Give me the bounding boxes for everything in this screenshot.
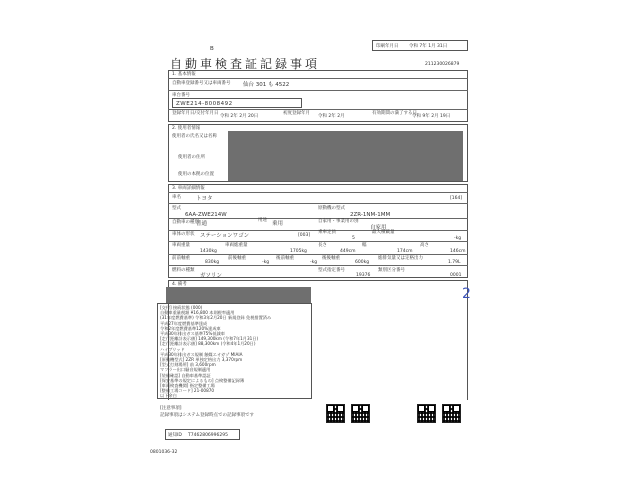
qr-code-1 bbox=[326, 404, 345, 423]
remark-line: [型式打刻場所] 前 3,600rpm bbox=[160, 362, 216, 368]
use-value: 乗用 bbox=[272, 221, 284, 227]
print-date-value: 令和 7年 1月 31日 bbox=[409, 44, 448, 49]
notice-text: 記録事項はシステム登録時点での記録事項です bbox=[160, 413, 255, 418]
remark-line: [装備確認] 自動車基準認証 bbox=[160, 372, 211, 378]
qr-code-3 bbox=[417, 404, 436, 423]
height-label: 高さ bbox=[420, 243, 429, 248]
user-address-label: 使用者の住所 bbox=[178, 155, 205, 160]
first-year-label: 初度登録年月 bbox=[283, 111, 310, 116]
doc-number: 211230026879 bbox=[425, 62, 460, 67]
divider bbox=[168, 90, 468, 91]
purpose-value: 自家用 bbox=[370, 225, 387, 231]
divider bbox=[168, 203, 468, 204]
front-axle-value: 830kg bbox=[205, 260, 220, 265]
length-value: 449cm bbox=[340, 249, 356, 254]
capacity-label: 乗車定員 bbox=[318, 230, 336, 235]
user-name-label: 使用者の氏名又は名称 bbox=[172, 134, 217, 139]
maker-label: 車名 bbox=[172, 195, 181, 200]
capacity-value: 5 bbox=[352, 236, 355, 241]
weight-label: 車両重量 bbox=[172, 243, 190, 248]
remarks-list bbox=[160, 305, 310, 399]
rear-axle-value: 600kg bbox=[355, 260, 370, 265]
load-label: 最大積載量 bbox=[372, 230, 395, 235]
divider bbox=[168, 192, 468, 193]
qr-code-4 bbox=[442, 404, 461, 423]
rear-front-label: 後前軸重 bbox=[276, 256, 294, 261]
remark-line: [車両検査機関] 指定整備工場 bbox=[160, 383, 215, 389]
model-value: 6AA-ZWE214W bbox=[185, 212, 227, 218]
divider bbox=[168, 109, 468, 110]
category-value: 0001 bbox=[450, 273, 462, 278]
notification-id-box bbox=[165, 429, 240, 440]
remark-line: 自動車重量税額 ¥16,800 本則税率適用 bbox=[160, 310, 235, 316]
body-label: 車体の形状 bbox=[172, 232, 195, 237]
remark-line: 平成30年排出ガス規制 触媒エオガゾ MIAIA bbox=[160, 351, 243, 357]
remark-line: 以下余白 bbox=[160, 393, 177, 399]
divider bbox=[168, 78, 468, 79]
width-label: 幅 bbox=[362, 243, 367, 248]
divider bbox=[168, 254, 468, 255]
body-code: [003] bbox=[298, 233, 311, 238]
width-value: 174cm bbox=[397, 249, 413, 254]
type-designation-value: 19376 bbox=[356, 273, 371, 278]
vin-box bbox=[172, 98, 302, 108]
rear-front-value: -kg bbox=[310, 260, 318, 265]
maker-code: [164] bbox=[450, 196, 463, 201]
form-number: 0801036-32 bbox=[150, 450, 178, 455]
remark-line: [保安基準の規定によるもの] 点検整備記録簿 bbox=[160, 377, 245, 383]
load-value: -kg bbox=[454, 236, 462, 241]
section4-heading: 4. 備考 bbox=[172, 282, 187, 287]
vin-label: 車台番号 bbox=[172, 93, 190, 98]
remark-line: [走行距離計表示値] 88,300km (令和4年1月20日) bbox=[160, 341, 256, 347]
weight-value: 1430kg bbox=[200, 249, 217, 254]
remark-line: 平成27年度燃費基準達成 bbox=[160, 320, 208, 326]
engine-label: 原動機の型式 bbox=[318, 206, 345, 211]
first-reg-label: 登録年月日/交付年月日 bbox=[172, 111, 219, 116]
remark-line: [交付] 接続状態 (000) bbox=[160, 305, 203, 310]
gross-value: 1705kg bbox=[290, 249, 307, 254]
section3-heading: 3. 車両詳細情報 bbox=[172, 186, 205, 191]
remark-line: ハイブリッド bbox=[160, 346, 185, 352]
divider bbox=[168, 241, 468, 242]
engine-value: 2ZR-1NM-1MM bbox=[350, 212, 391, 218]
remark-line: 平成30年排出ガス基準75%低減車 bbox=[160, 331, 225, 337]
header-letter: B bbox=[210, 46, 214, 52]
remark-line: マフラー出口騒音規制適用 bbox=[160, 367, 211, 373]
height-value: 146cm bbox=[450, 249, 466, 254]
handwritten-number: 2 bbox=[462, 286, 471, 302]
notification-id-label: 通知ID bbox=[168, 433, 182, 438]
body-value: ステーションワゴン bbox=[200, 233, 250, 239]
notification-id-value: T7462806996295 bbox=[188, 433, 228, 438]
front-rear-label: 前後軸重 bbox=[228, 256, 246, 261]
remark-line: 令和2年度燃費基準120%達成車 bbox=[160, 325, 221, 331]
expiry-value: 令和 9年 2月 19日 bbox=[412, 114, 451, 119]
kind-label: 自動車の種別 bbox=[172, 220, 199, 225]
remark-line: [走行距離計表示値] 149,300km (令和7年1月31日) bbox=[160, 336, 259, 342]
fuel-value: ガソリン bbox=[200, 273, 223, 279]
redacted-remarks bbox=[166, 287, 311, 303]
purpose-label: 自家用・事業用の別 bbox=[318, 219, 359, 224]
qr-code-2 bbox=[351, 404, 370, 423]
front-rear-value: -kg bbox=[262, 260, 270, 265]
divider bbox=[168, 265, 468, 266]
base-location-label: 使用の本拠の位置 bbox=[178, 172, 214, 177]
expiry-label: 有効期間の満了する日 bbox=[372, 111, 417, 116]
print-date-label: 印刷年月日 bbox=[376, 44, 399, 49]
first-year-value: 令和 2年 2月 bbox=[318, 114, 345, 119]
print-date-box bbox=[372, 40, 468, 51]
gross-label: 車両総重量 bbox=[225, 243, 248, 248]
category-label: 類別区分番号 bbox=[378, 268, 405, 273]
section2-heading: 2. 使用者情報 bbox=[172, 126, 201, 131]
front-axle-label: 前前軸重 bbox=[172, 256, 190, 261]
first-reg-value: 令和 2年 2月 20日 bbox=[220, 114, 259, 119]
reg-number-value: 仙台 301 も 4522 bbox=[243, 82, 290, 88]
redacted-user-info bbox=[228, 131, 463, 181]
fuel-label: 燃料の種類 bbox=[172, 268, 195, 273]
rear-axle-label: 後後軸重 bbox=[322, 256, 340, 261]
use-label: 用途 bbox=[258, 218, 267, 223]
maker-value: トヨタ bbox=[196, 196, 213, 202]
displacement-label: 総排気量又は定格出力 bbox=[378, 256, 423, 261]
document-title: 自動車検査証記録事項 bbox=[170, 57, 321, 71]
notice-heading: [注意事項] bbox=[160, 406, 182, 411]
remark-line: [原動機型式] 2ZR 単独定格出力 3,370rpm bbox=[160, 357, 243, 363]
vin-value: ZWE214-8008492 bbox=[176, 101, 233, 107]
remark-line: [整備工場コード] 21-00870 bbox=[160, 388, 215, 394]
displacement-value: 1.79L bbox=[448, 260, 461, 265]
length-label: 長さ bbox=[318, 243, 327, 248]
type-designation-label: 型式指定番号 bbox=[318, 268, 345, 273]
section1-heading: 1. 基本情報 bbox=[172, 72, 196, 77]
kind-value: 普通 bbox=[196, 221, 208, 227]
remark-line: (31年度燃費基準) 令和3年2月20日 新規登録 免税措置済み bbox=[160, 315, 272, 321]
reg-number-label: 自動車登録番号又は車両番号 bbox=[172, 81, 231, 86]
model-label: 型式 bbox=[172, 206, 181, 211]
